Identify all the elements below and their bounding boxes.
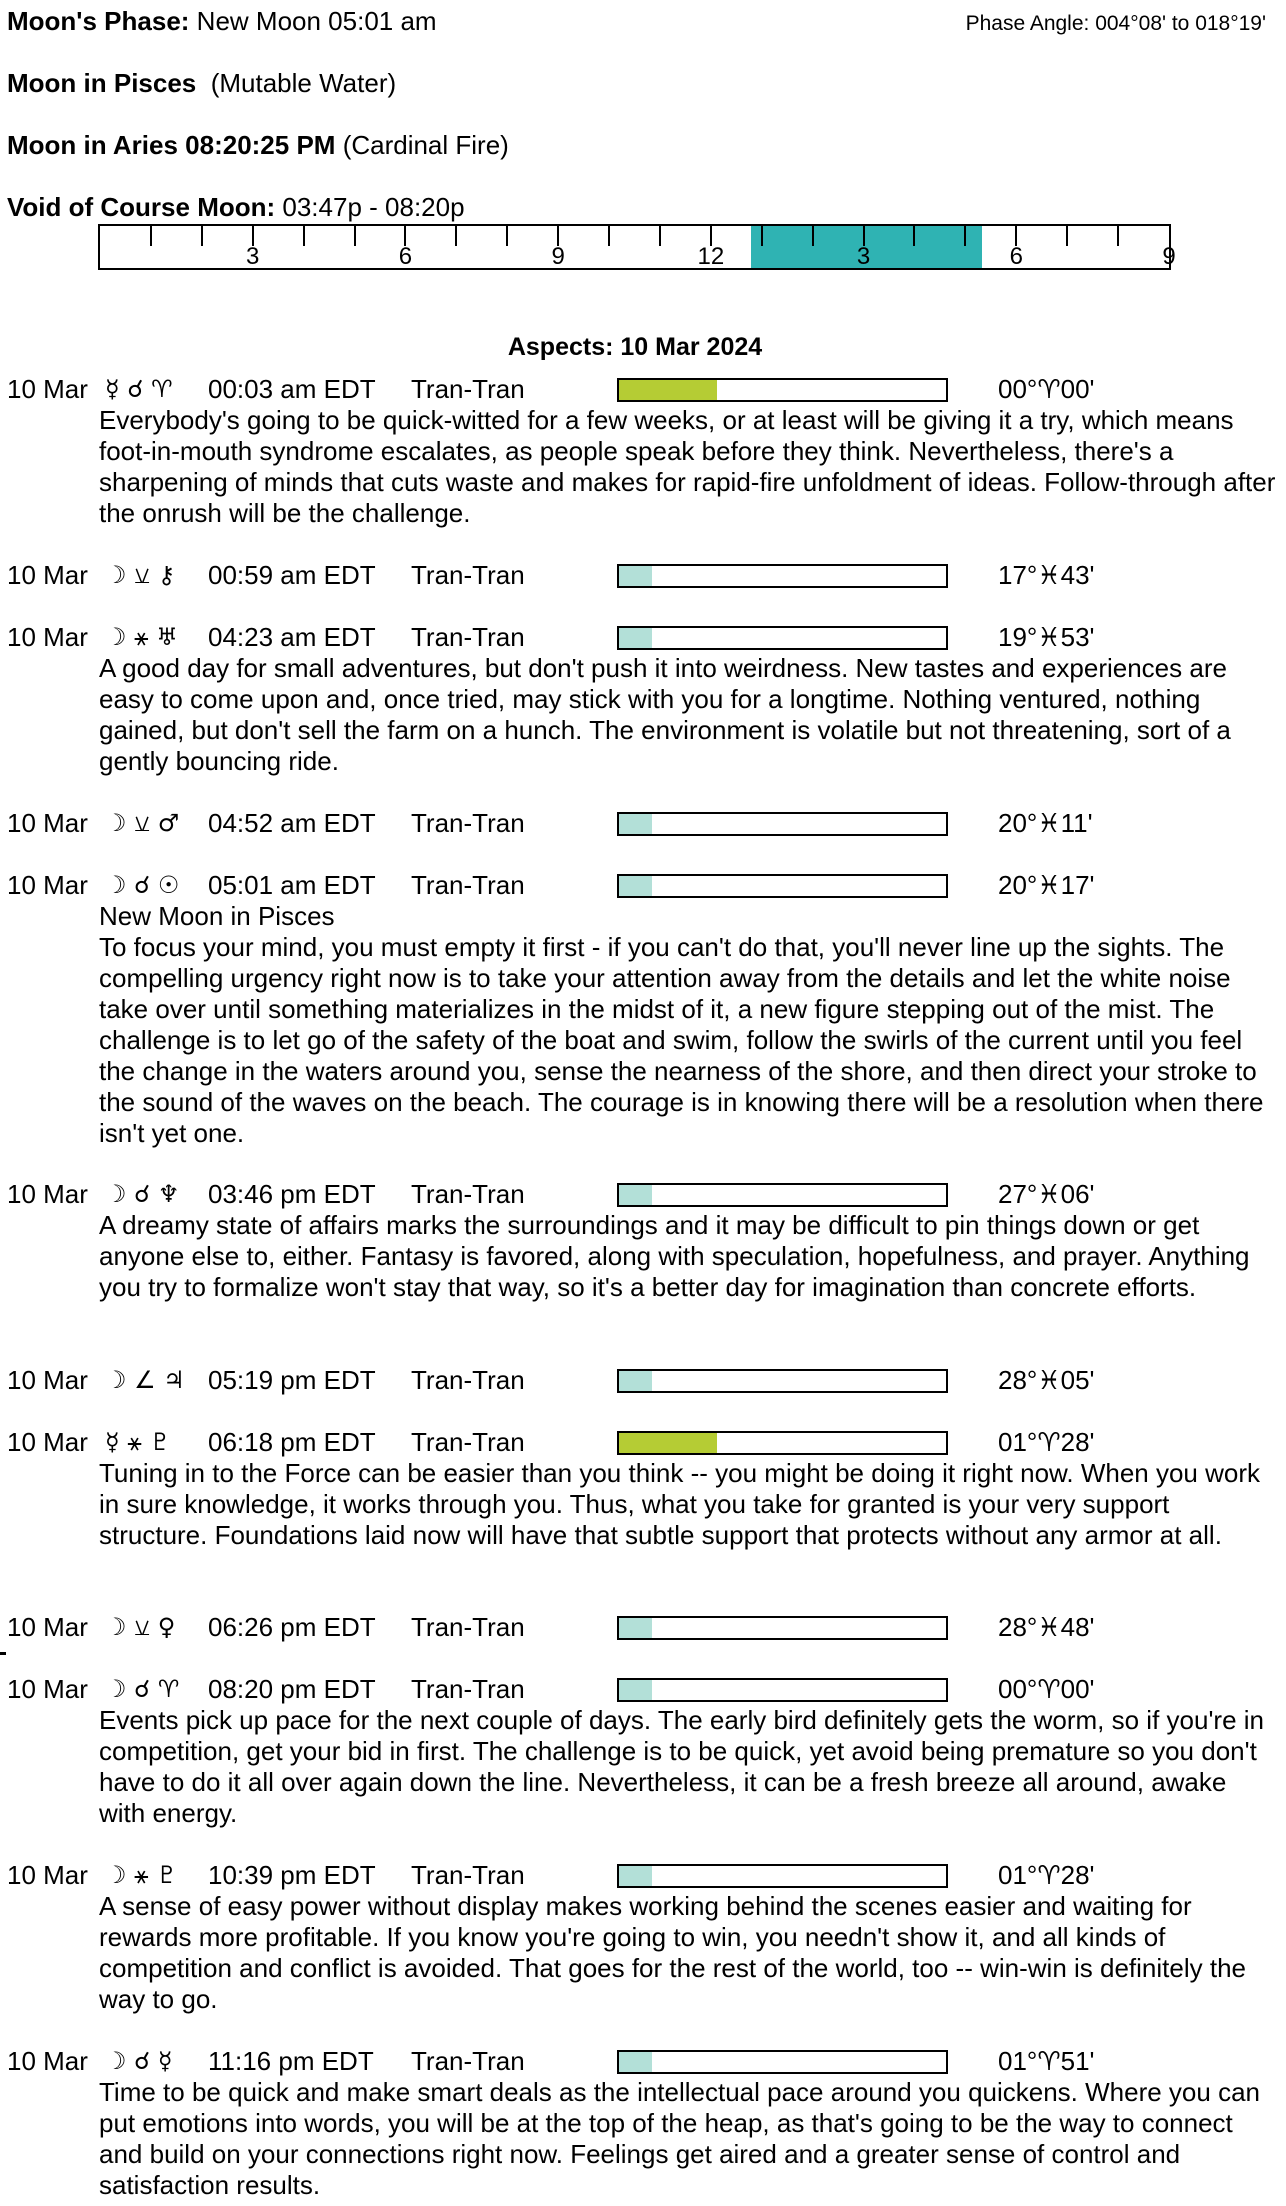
strength-bar-fill [619,1371,652,1391]
aspect-glyphs: ☽ ∠ ♃ [105,1366,185,1394]
aspect-description [99,2077,1277,2201]
timeline-tick [761,226,763,246]
timeline-tick [354,226,356,246]
aspect-description-text: New Moon in Pisces [99,901,335,931]
aspect-row [7,2046,1277,2077]
aspect-type: Tran-Tran [411,374,525,404]
aspect-time: 05:19 pm EDT [208,1365,376,1395]
timeline-tick [201,226,203,246]
strength-bar-fill [619,1185,652,1205]
aspect-glyphs: ☽ ☌ ♆ [105,1180,180,1208]
timeline-tick [506,226,508,246]
strength-bar [617,1431,948,1455]
timeline-tick [913,226,915,246]
voc-label: Void of Course Moon: [7,192,276,222]
aspect-type: Tran-Tran [411,622,525,652]
aspect-time: 06:26 pm EDT [208,1612,376,1642]
strength-bar-fill [619,1866,652,1886]
aspect-entry [7,622,1277,777]
aspect-row [7,1365,1277,1396]
aspect-type: Tran-Tran [411,1612,525,1642]
aspect-type: Tran-Tran [411,1674,525,1704]
timeline-hour-label: 6 [1009,243,1023,270]
strength-bar [617,2050,948,2074]
aspect-date: 10 Mar [7,1612,88,1642]
timeline-hour-label: 9 [551,243,565,270]
strength-bar [617,812,948,836]
aspect-type: Tran-Tran [411,1179,525,1209]
aspect-date: 10 Mar [7,808,88,838]
void-of-course-timeline [98,224,1176,270]
aspect-description-text: Tuning in to the Force can be easier than you think -- you might be doing it right now. When you work in sure knowledge, it works through you. Thus, what you take for granted is your very support structure. Foundations laid now will have that subtle support that protects without any armor at all. [99,1458,1260,1550]
aspect-entry [7,1674,1277,1829]
strength-bar-fill [619,814,652,834]
aspect-type: Tran-Tran [411,1427,525,1457]
aspect-degree: 28°♓05' [998,1365,1095,1395]
aspect-time: 00:59 am EDT [208,560,376,590]
aspect-date: 10 Mar [7,622,88,652]
strength-bar [617,564,948,588]
timeline-hour-label: 9 [1162,243,1176,270]
aspect-entry [7,374,1277,529]
aspect-description-text: Everybody's going to be quick-witted for a few weeks, or at least will be giving it a try, which means foot-in-mouth syndrome escalates, as people speak before they think. Nevertheless, there's a sharpening of minds that cuts waste and makes for rapid-fire unfoldment of ideas. Follow-through after the onrush will be the challenge. [99,405,1276,528]
aspect-degree: 27°♓06' [998,1179,1095,1209]
strength-bar [617,378,948,402]
margin-mark [0,1652,6,1655]
strength-bar [617,1616,948,1640]
aspect-time: 06:18 pm EDT [208,1427,376,1457]
aspect-glyphs: ☽ ☌ ☉ [105,871,180,899]
moon-phase-row [7,6,437,37]
aspect-description-text: To focus your mind, you must empty it first - if you can't do that, you'll never line up the sights. The compelling urgency right now is to take your attention away from the details and let the white noise take over until something materializes in the midst of it, a new figure stepping out of the mist. The challenge is to let go of the safety of the boat and swim, follow the swirls of the current until you feel the change in the waters around you, sense the nearness of the shore, and then direct your stroke to the sound of the waves on the beach. The courage is in knowing there will be a resolution when there isn't yet one. [99,932,1264,1148]
aspect-date: 10 Mar [7,1860,88,1890]
strength-bar [617,626,948,650]
voc-value: 03:47p - 08:20p [282,192,465,222]
strength-bar-fill [619,1680,652,1700]
strength-bar [617,1678,948,1702]
aspect-glyphs: ☽ ⚺ ♂ [105,809,180,837]
aspect-row [7,808,1277,839]
aspect-type: Tran-Tran [411,808,525,838]
timeline-hour-label: 6 [398,243,413,270]
moon-phase-value: New Moon 05:01 am [196,6,437,36]
aspect-description-text: A sense of easy power without display makes working behind the scenes easier and waiting for rewards more profitable. If you know you're going to win, you needn't show it, and all kinds of competition and conflict is avoided. That goes for the rest of the world, too -- win-win is definitely the way to go. [99,1891,1246,2014]
aspect-date: 10 Mar [7,2046,88,2076]
timeline-tick [812,226,814,246]
aspect-type: Tran-Tran [411,1860,525,1890]
aspect-row [7,1612,1277,1643]
strength-bar-fill [619,566,652,586]
timeline-tick [1117,226,1119,246]
aspect-description [99,1705,1277,1829]
strength-bar [617,1369,948,1393]
aspect-date: 10 Mar [7,560,88,590]
aspect-date: 10 Mar [7,1674,88,1704]
phase-angle-label: Phase Angle: [965,12,1090,35]
aspect-degree: 20°♓11' [998,808,1093,838]
aspect-description-text: A dreamy state of affairs marks the surroundings and it may be difficult to pin things down or get anyone else to, either. Fantasy is favored, along with speculation, hopefulness, and prayer. Anything you try to formalize won't stay that way, so it's a better day for imagination than concrete efforts. [99,1210,1250,1302]
aspect-type: Tran-Tran [411,870,525,900]
aspect-time: 10:39 pm EDT [208,1860,376,1890]
aspect-degree: 28°♓48' [998,1612,1095,1642]
aspect-time: 05:01 am EDT [208,870,376,900]
timeline-tick [659,226,661,246]
strength-bar-fill [619,2052,652,2072]
aspect-row [7,374,1277,405]
aspect-row [7,622,1277,653]
aspect-description [99,1891,1277,2015]
aspect-degree: 00°♈00' [998,374,1095,404]
moon-sign-2-label: Moon in Aries 08:20:25 PM [7,130,336,160]
aspect-entry [7,1427,1277,1551]
moon-sign-row-2 [7,130,509,161]
aspect-time: 08:20 pm EDT [208,1674,376,1704]
aspect-glyphs: ☽ ⚹ ♅ [105,623,178,651]
aspect-description-text: Time to be quick and make smart deals as the intellectual pace around you quickens. Where you can put emotions into words, you will be at the top of the heap, as that's going to be the way to connect and build on your connections right now. Feelings get aired and a greater sense of control and satisfaction results. [99,2077,1260,2200]
aspect-entry [7,1860,1277,2015]
aspect-description [99,1210,1277,1303]
aspect-date: 10 Mar [7,1365,88,1395]
aspect-type: Tran-Tran [411,2046,525,2076]
aspect-glyphs: ☽ ☌ ☿ [105,2047,173,2075]
aspect-glyphs: ☽ ⚹ ♇ [105,1861,178,1889]
aspect-time: 11:16 pm EDT [208,2046,374,2076]
aspect-date: 10 Mar [7,374,88,404]
aspect-row [7,870,1277,901]
aspect-date: 10 Mar [7,1427,88,1457]
moon-sign-row-1 [7,68,396,99]
aspect-date: 10 Mar [7,870,88,900]
aspect-time: 03:46 pm EDT [208,1179,376,1209]
aspects-title: Aspects: 10 Mar 2024 [507,333,763,361]
aspect-description [99,1458,1277,1551]
aspect-entry [7,1612,1277,1643]
timeline-tick [455,226,457,246]
aspect-type: Tran-Tran [411,560,525,590]
strength-bar [617,874,948,898]
strength-bar-fill [619,1618,652,1638]
moon-sign-2-quality: (Cardinal Fire) [342,130,509,160]
strength-bar-fill [619,876,652,896]
aspect-glyphs: ☿ ☌ ♈ [105,375,173,403]
aspect-time: 04:23 am EDT [208,622,376,652]
aspect-description-text: Events pick up pace for the next couple of days. The early bird definitely gets the worm, so if you're in competition, get your bid in first. The challenge is to be quick, yet avoid being premature so you don't have to do it all over again down the line. Nevertheless, it can be a fresh breeze all around, awake with energy. [99,1705,1264,1828]
aspect-glyphs: ☿ ⚹ ♇ [105,1428,171,1456]
aspect-glyphs: ☽ ☌ ♈ [105,1675,180,1703]
aspect-degree: 20°♓17' [998,870,1095,900]
strength-bar-fill [619,380,717,400]
aspect-degree: 01°♈28' [998,1860,1095,1890]
aspect-entry [7,1179,1277,1303]
timeline-hour-label: 3 [856,243,871,270]
timeline-tick [608,226,610,246]
moon-phase-label: Moon's Phase: [7,6,190,36]
aspect-entry [7,560,1277,591]
aspect-degree: 00°♈00' [998,1674,1095,1704]
timeline-hour-label: 12 [697,243,725,270]
aspect-degree: 01°♈51' [998,2046,1095,2076]
strength-bar [617,1864,948,1888]
aspect-glyphs: ☽ ⚺ ♀ [105,1613,176,1641]
strength-bar-fill [619,1433,717,1453]
void-of-course-row [7,192,465,223]
strength-bar [617,1183,948,1207]
aspect-entry [7,2046,1277,2201]
timeline-tick [964,226,966,246]
timeline-tick [1066,226,1068,246]
aspect-time: 04:52 am EDT [208,808,376,838]
aspect-row [7,560,1277,591]
aspect-glyphs: ☽ ⚺ ⚷ [105,561,176,589]
aspect-description [99,405,1277,529]
aspect-time: 00:03 am EDT [208,374,376,404]
aspect-degree: 17°♓43' [998,560,1095,590]
aspect-description [99,653,1277,777]
timeline-tick [303,226,305,246]
aspect-entry [7,870,1277,1149]
strength-bar-fill [619,628,652,648]
aspect-description-text: A good day for small adventures, but don't push it into weirdness. New tastes and experiences are easy to come upon and, once tried, may stick with you for a longtime. Nothing ventured, nothing gained, but don't sell the farm on a hunch. The environment is volatile but not threatening, sort of a gently bouncing ride. [99,653,1231,776]
timeline-hour-label: 3 [246,243,260,270]
phase-angle-value: 004°08' to 018°19' [1095,12,1266,35]
aspect-row [7,1674,1277,1705]
aspect-degree: 19°♓53' [998,622,1095,652]
aspect-row [7,1860,1277,1891]
aspect-row [7,1179,1277,1210]
aspect-entry [7,808,1277,839]
aspect-row [7,1427,1277,1458]
moon-sign-1-quality: (Mutable Water) [210,68,397,98]
moon-sign-1-label: Moon in Pisces [7,68,197,98]
phase-angle [966,8,1266,39]
aspect-description [99,901,1277,1149]
aspect-type: Tran-Tran [411,1365,525,1395]
aspect-entry [7,1365,1277,1396]
aspect-degree: 01°♈28' [998,1427,1095,1457]
timeline-tick [150,226,152,246]
aspect-date: 10 Mar [7,1179,88,1209]
